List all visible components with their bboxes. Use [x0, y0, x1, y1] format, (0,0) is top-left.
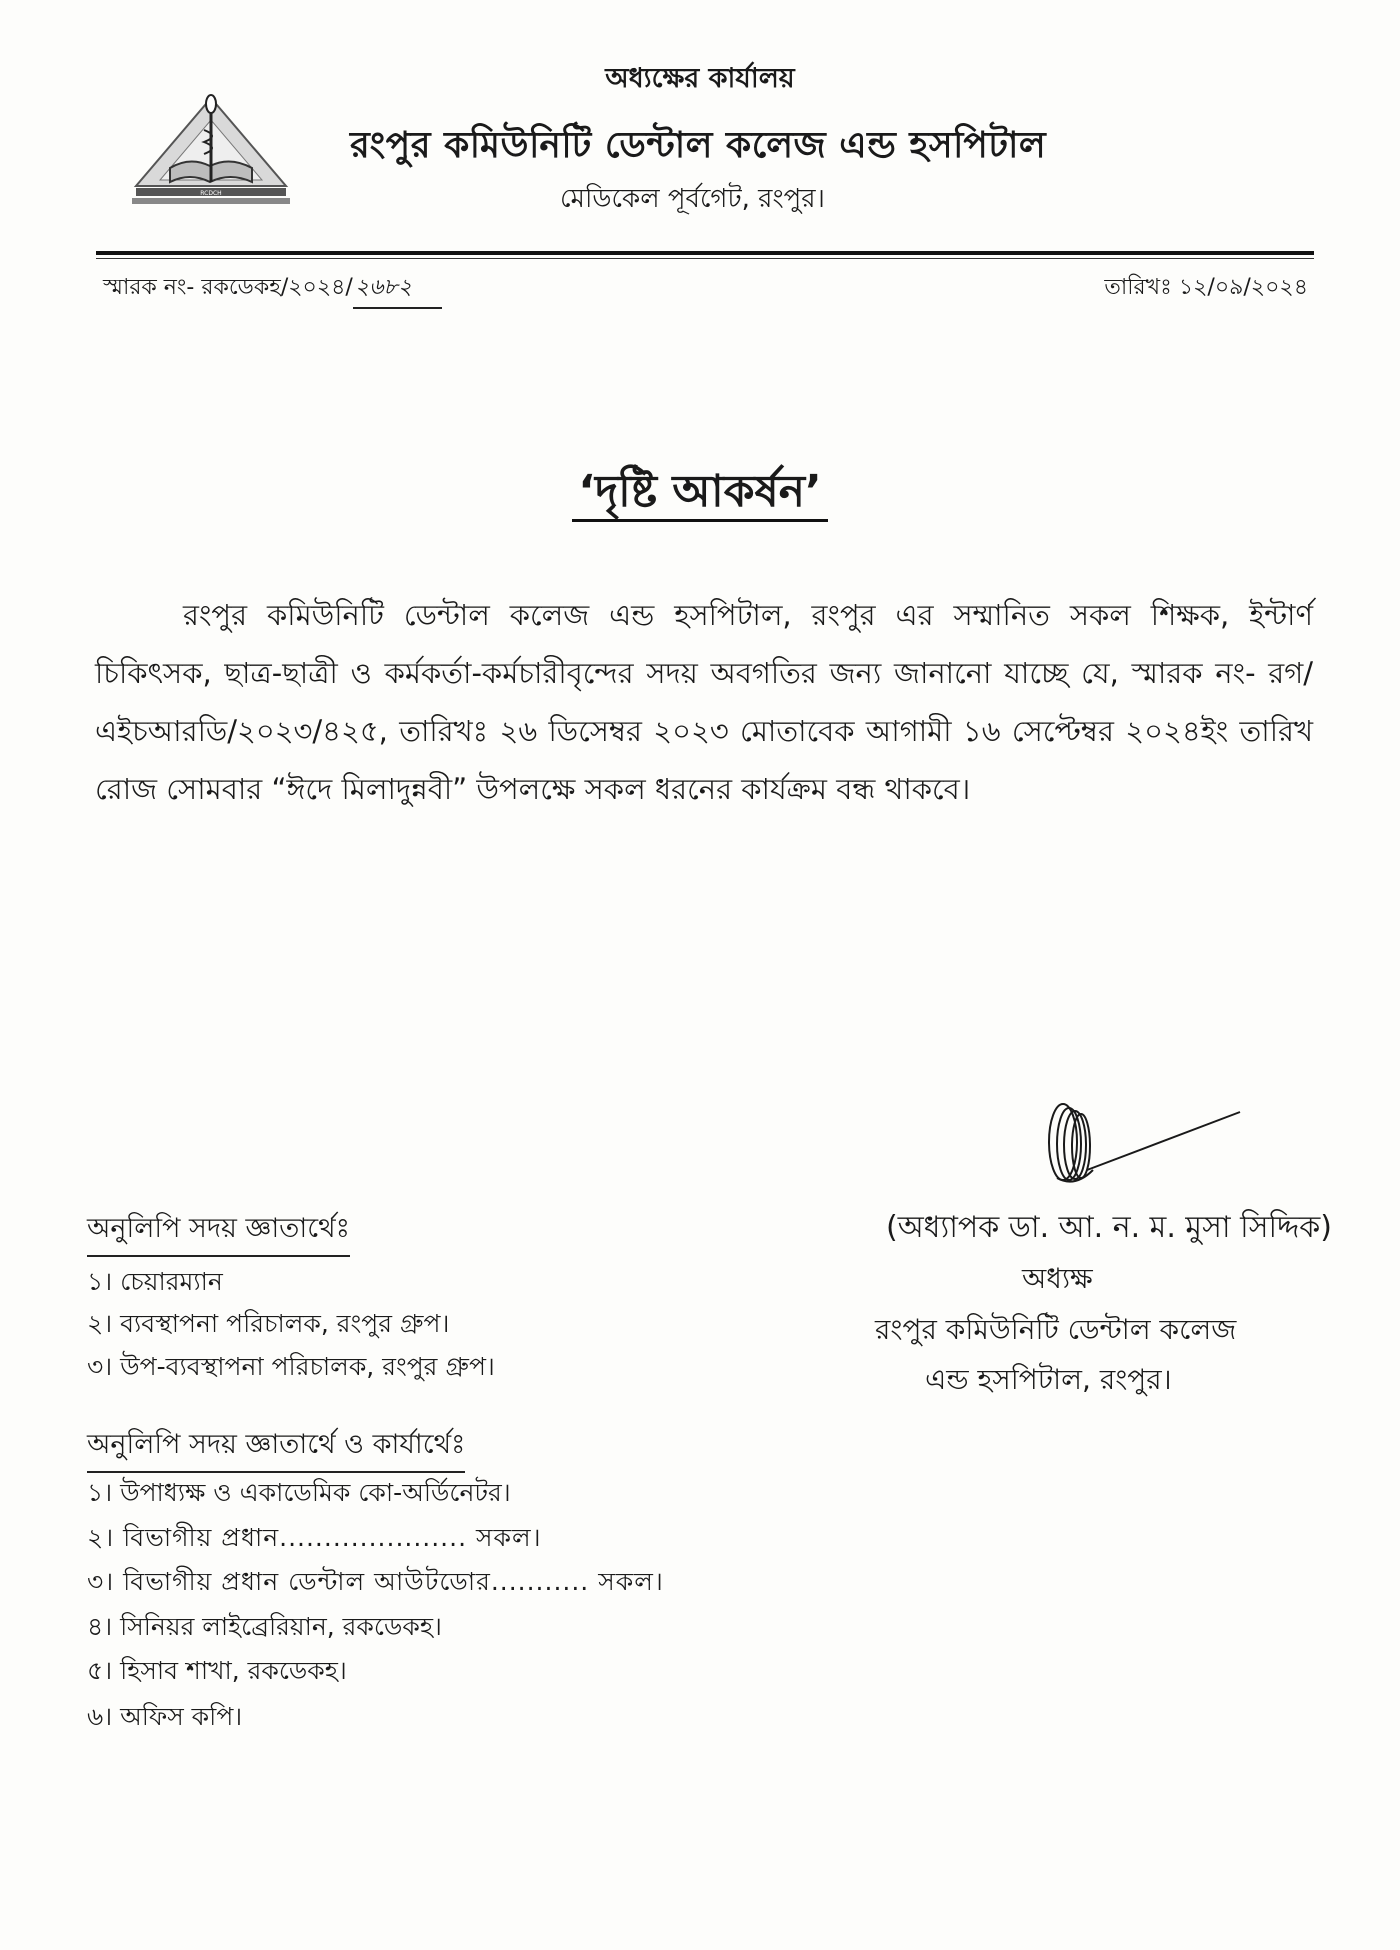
copies-info-item: ৩। উপ-ব্যবস্থাপনা পরিচালক, রংপুর গ্রুপ।	[87, 1352, 495, 1381]
copies-action-item: ৪। সিনিয়র লাইব্রেরিয়ান, রকডেকহ।	[87, 1612, 442, 1641]
copies-action-heading: অনুলিপি সদয় জ্ঞাতার্থে ও কার্যার্থেঃ	[87, 1424, 465, 1473]
memo-label: স্মারক নং- রকডেকহ/২০২৪/	[103, 275, 353, 300]
svg-text:RCDCH: RCDCH	[200, 190, 222, 197]
institution-address: মেডিকেল পূর্বগেট, রংপুর।	[560, 184, 825, 214]
notice-title	[0, 458, 1400, 531]
copies-info-item: ১। চেয়ারম্যান	[87, 1267, 223, 1296]
copies-info-item: ২। ব্যবস্থাপনা পরিচালক, রংপুর গ্রুপ।	[87, 1309, 450, 1338]
college-emblem-icon	[130, 90, 292, 214]
signatory-org-line-1: রংপুর কমিউনিটি ডেন্টাল কলেজ	[875, 1313, 1237, 1346]
memo-handwritten-number: ২৬৮২	[353, 270, 442, 309]
copies-action-item: ৫। হিসাব শাখা, রকডেকহ।	[87, 1656, 347, 1685]
signatory-org-line-2: এন্ড হসপিটাল, রংপুর।	[925, 1363, 1172, 1396]
memo-date: তারিখঃ ১২/০৯/২০২৪	[1104, 275, 1308, 300]
signatory-title: অধ্যক্ষ	[1022, 1262, 1093, 1295]
copies-action-item: ৬। অফিস কপি।	[87, 1702, 243, 1731]
copies-action-item: ২। বিভাগীয় প্রধান..................... সকল।	[87, 1523, 542, 1552]
copies-action-item: ৩। বিভাগীয় প্রধান ডেন্টাল আউটডোর........... সকল।	[87, 1567, 664, 1596]
notice-title-text: ‘দৃষ্টি আকর্ষন’	[572, 466, 827, 522]
signature-icon	[1035, 1100, 1245, 1190]
notice-body: রংপুর কমিউনিটি ডেন্টাল কলেজ এন্ড হসপিটাল, রংপুর এর সম্মানিত সকল শিক্ষক, ইন্টার্ণ চিকিৎসক, ছাত্র-ছাত্রী ও কর্মকর্তা-কর্মচারীবৃন্দের সদয় অবগতির জন্য জানানো যাচ্ছে যে, স্মারক নং- রগ/এইচআরডি/২০২৩/৪২৫, তারিখঃ ২৬ ডিসেম্বর ২০২৩ মোতাবেক আগামী ১৬ সেপ্টেম্বর ২০২৪ইং তারিখ রোজ সোমবার “ঈদে মিলাদুন্নবী” উপলক্ষে সকল ধরনের কার্যক্রম বন্ধ থাকবে।	[95, 598, 1313, 806]
institution-name: রংপুর কমিউনিটি ডেন্টাল কলেজ এন্ড হসপিটাল	[350, 125, 1047, 166]
copies-info-heading: অনুলিপি সদয় জ্ঞাতার্থেঃ	[87, 1208, 350, 1257]
copies-action-item: ১। উপাধ্যক্ষ ও একাডেমিক কো-অর্ডিনেটর।	[87, 1478, 511, 1507]
office-heading: অধ্যক্ষের কার্যালয়	[605, 63, 795, 94]
signatory-name: (অধ্যাপক ডা. আ. ন. ম. মুসা সিদ্দিক)	[886, 1210, 1332, 1245]
memo-number	[103, 270, 442, 309]
header-divider-thin	[96, 258, 1314, 259]
header-divider	[96, 251, 1314, 255]
